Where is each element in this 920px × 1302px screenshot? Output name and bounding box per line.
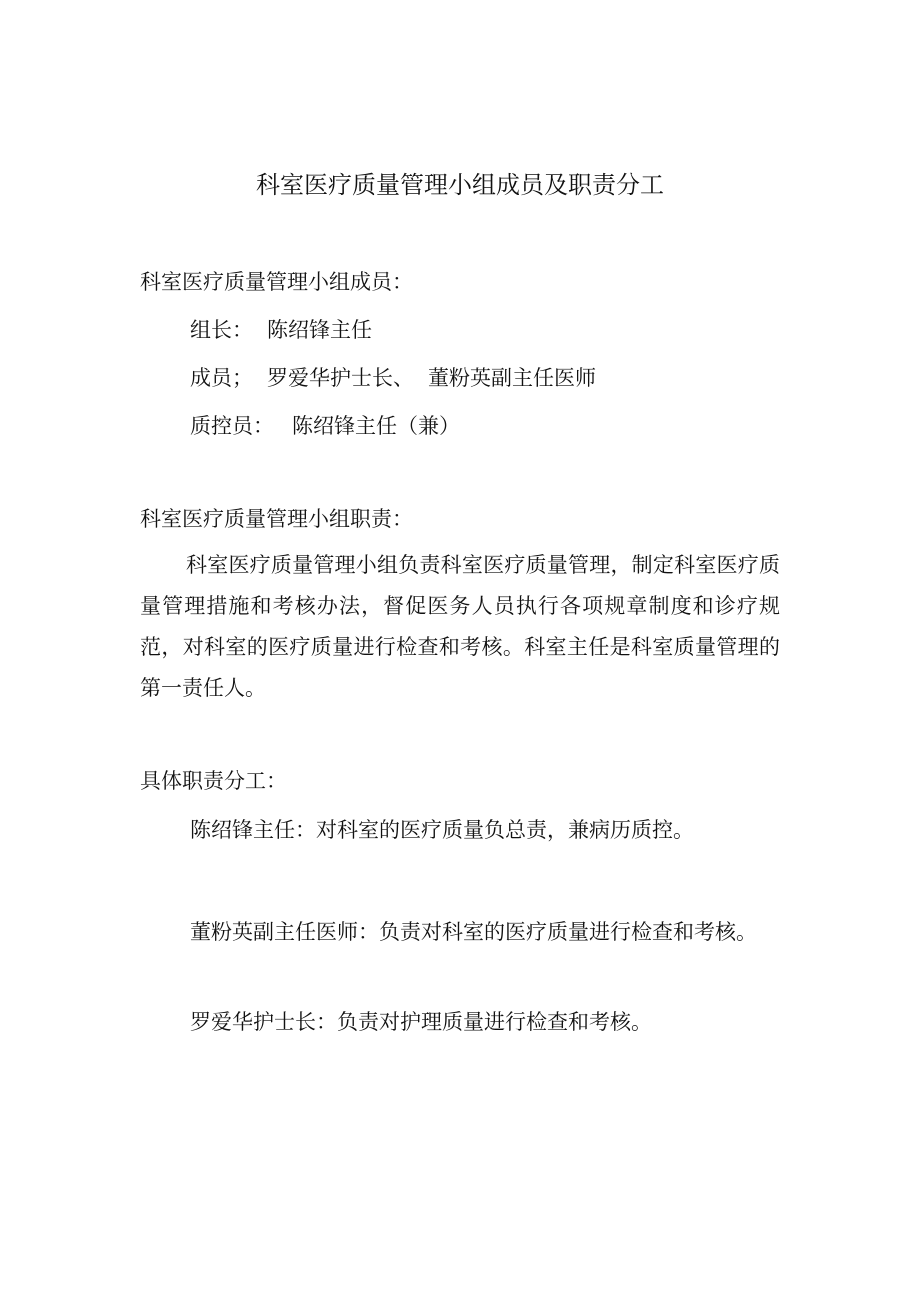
leader-row bbox=[190, 314, 372, 346]
division-heading: 具体职责分工： bbox=[140, 769, 287, 793]
members-row bbox=[190, 362, 596, 394]
qc-value: 陈绍锋主任（兼） bbox=[292, 414, 460, 438]
qc-row bbox=[190, 410, 460, 442]
page-title: 科室医疗质量管理小组成员及职责分工 bbox=[256, 171, 664, 199]
division-item-luo: 罗爱华护士长：负责对护理质量进行检查和考核。 bbox=[190, 1010, 652, 1034]
division-item-chen: 陈绍锋主任：对科室的医疗质量负总责，兼病历质控。 bbox=[190, 818, 694, 842]
leader-value: 陈绍锋主任 bbox=[267, 318, 372, 342]
duties-heading: 科室医疗质量管理小组职责： bbox=[140, 507, 413, 531]
division-item-dong: 董粉英副主任医师：负责对科室的医疗质量进行检查和考核。 bbox=[190, 920, 757, 944]
member-dong: 董粉英副主任医师 bbox=[428, 366, 596, 390]
duties-paragraph: 科室医疗质量管理小组负责科室医疗质量管理，制定科室医疗质量管理措施和考核办法，督促医务人员执行各项规章制度和诊疗规范，对科室的医疗质量进行检查和考核。科室主任是科室质量管理的第一责任人。 bbox=[140, 553, 780, 700]
leader-label: 组长： bbox=[190, 318, 253, 342]
members-label: 成员； bbox=[190, 366, 253, 390]
members-heading: 科室医疗质量管理小组成员： bbox=[140, 270, 413, 294]
qc-label: 质控员： bbox=[190, 414, 274, 438]
member-luo: 罗爱华护士长、 bbox=[267, 366, 414, 390]
